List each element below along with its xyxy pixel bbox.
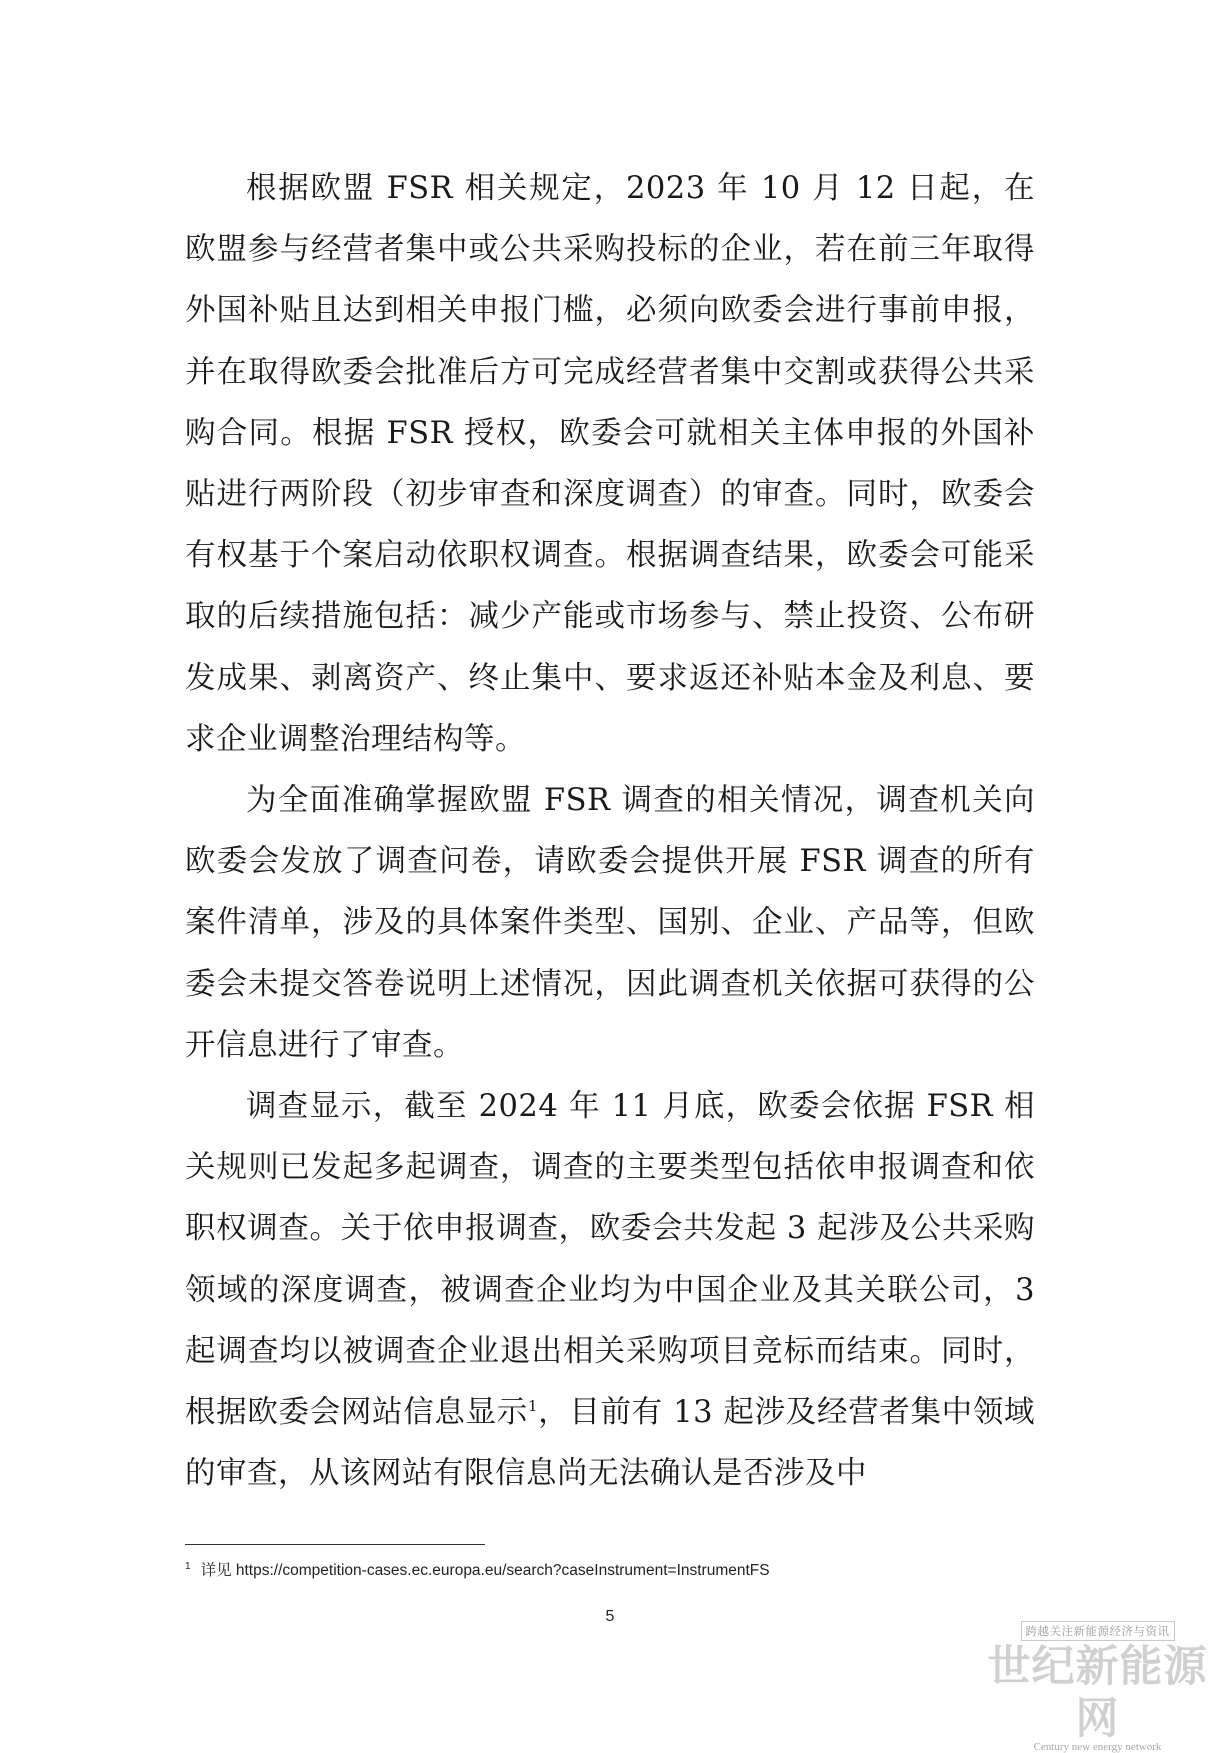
- findings-text-part1: 调查显示，截至 2024 年 11 月底，欧委会依据 FSR 相关规则已发起多起调查，调查的主要类型包括依申报调查和依职权调查。关于依申报调查，欧委会共发起 3 起涉及公共采购领域的深度调查，被调查企业均为中国企业及其关联公司，3 起调查均以被调查企业退出相关采购项目竞标而结束。同时，根据欧委会网站信息显示: [185, 1089, 1035, 1431]
- footnote-text: 详见 https://competition-cases.ec.europa.eu/search?caseInstrument=InstrumentFS: [200, 1562, 770, 1579]
- footnote-reference: 1: [527, 1396, 538, 1415]
- paragraph-investigation-findings: [185, 1076, 1035, 1504]
- watermark-slogan: 跨越关注新能源经济与资讯: [1021, 1621, 1175, 1641]
- footnote-mark: 1: [185, 1560, 191, 1572]
- watermark-english-name: Century new energy network: [1033, 1741, 1162, 1753]
- page-number: 5: [605, 1608, 615, 1625]
- body-text: [185, 158, 1035, 1504]
- site-watermark: [985, 1620, 1210, 1753]
- paragraph-questionnaire: 为全面准确掌握欧盟 FSR 调查的相关情况，调查机关向欧委会发放了调查问卷，请欧委会提供开展 FSR 调查的所有案件清单，涉及的具体案件类型、国别、企业、产品等，但欧委会未提交答卷说明上述情况，因此调查机关依据可获得的公开信息进行了审查。: [185, 783, 1035, 1063]
- paragraph-fsr-rules: 根据欧盟 FSR 相关规定，2023 年 10 月 12 日起，在欧盟参与经营者集中或公共采购投标的企业，若在前三年取得外国补贴且达到相关申报门槛，必须向欧委会进行事前申报，并在取得欧委会批准后方可完成经营者集中交割或获得公共采购合同。根据 FSR 授权，欧委会可就相关主体申报的外国补贴进行两阶段（初步审查和深度调查）的审查。同时，欧委会有权基于个案启动依职权调查。根据调查结果，欧委会可能采取的后续措施包括：减少产能或市场参与、禁止投资、公布研发成果、剥离资产、终止集中、要求返还补贴本金及利息、要求企业调整治理结构等。: [185, 171, 1035, 757]
- findings-text-part2: ，目前有 13 起涉及经营者集中领域的审查，从该网站有限信息尚无法确认是否涉及中: [185, 1395, 1035, 1492]
- footnote: [185, 1558, 1085, 1580]
- watermark-logo: 世纪新能源网: [987, 1642, 1208, 1744]
- footnote-divider: [185, 1544, 485, 1545]
